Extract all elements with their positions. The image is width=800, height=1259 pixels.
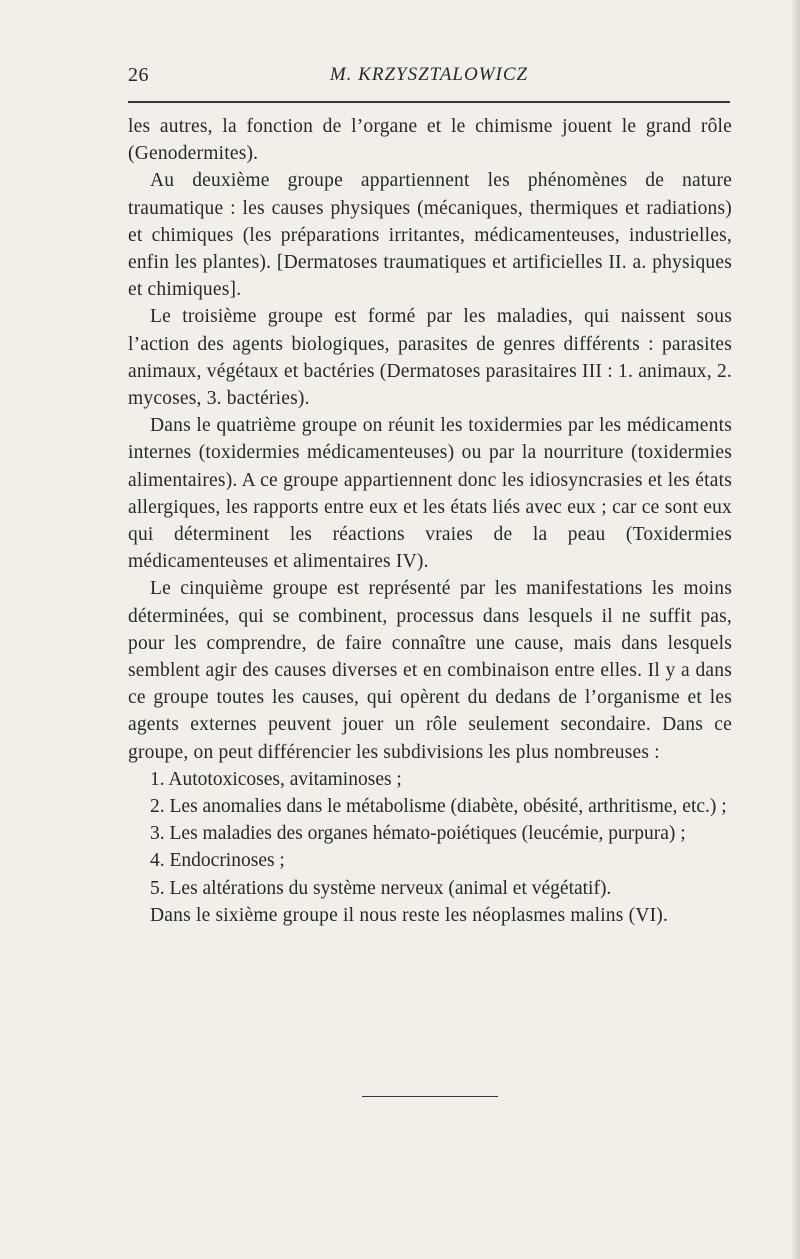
page-edge-shadow <box>790 0 800 1259</box>
list-item-1: 1. Autotoxicoses, avitaminoses ; <box>150 768 402 790</box>
list-item-2: 2. Les anomalies dans le métabolisme (diabète, obésité, arthritisme, etc.) ; <box>150 796 727 818</box>
header-rule <box>128 101 730 103</box>
paragraph-sixth-group: Dans le sixième groupe il nous reste les néoplasmes malins (VI). <box>150 904 669 926</box>
running-head: M. KRZYSZTALOWICZ <box>329 64 529 85</box>
paragraph-fifth-group: Le cinquième groupe est représenté par les manifestations les moins déterminées, qui se combinent, processus dans lesquels il ne suffit pas, pour les comprendre, de faire connaître une cause, mais dans lesquels semblent agir des causes diverses et en combinaison entre elles. Il y a dans ce groupe toutes les causes, qui opèrent du dedans de l’organisme et les agents externes peuvent jouer un rôle seulement secondaire. Dans ce groupe, on peut différencier les subdivisions les plus nombreuses : <box>128 578 732 763</box>
paragraph-second-group: Au deuxième groupe appartiennent les phénomènes de nature traumatique : les causes physiques (mécaniques, thermiques et radiations) et chimiques (les préparations irritantes, médicamenteuses, industrielles, enfin les plantes). [Dermatoses traumatiques et artificielles II. a. physiques et chimiques]. <box>128 170 732 301</box>
paragraph-fourth-group: Dans le quatrième groupe on réunit les toxidermies par les médicaments internes (toxidermies médicamenteuses) ou par la nourriture (toxidermies alimentaires). A ce groupe appartiennent donc les idiosyncrasies et les états allergiques, les rapports entre eux et les états liés avec eux ; car ce sont eux qui déterminent les réactions vraies de la peau (Toxidermies médicamenteuses et alimentaires IV). <box>128 415 732 573</box>
list-item-4: 4. Endocrinoses ; <box>150 850 285 872</box>
page-number: 26 <box>128 64 149 86</box>
list-item-3: 3. Les maladies des organes hémato-poiétiques (leucémie, purpura) ; <box>150 823 686 845</box>
body-text <box>128 113 732 929</box>
paragraph-third-group: Le troisième groupe est formé par les maladies, qui naissent sous l’action des agents biologiques, parasites de genres différents : parasites animaux, végétaux et bactéries (Dermatoses parasitaires III : 1. animaux, 2. mycoses, 3. bactéries). <box>128 306 732 410</box>
page-header <box>128 64 730 94</box>
list-item-5: 5. Les altérations du système nerveux (animal et végétatif). <box>150 877 612 899</box>
paragraph-continuation: les autres, la fonction de l’organe et le chimisme jouent le grand rôle (Genodermites). <box>128 116 732 165</box>
end-rule <box>362 1096 498 1097</box>
